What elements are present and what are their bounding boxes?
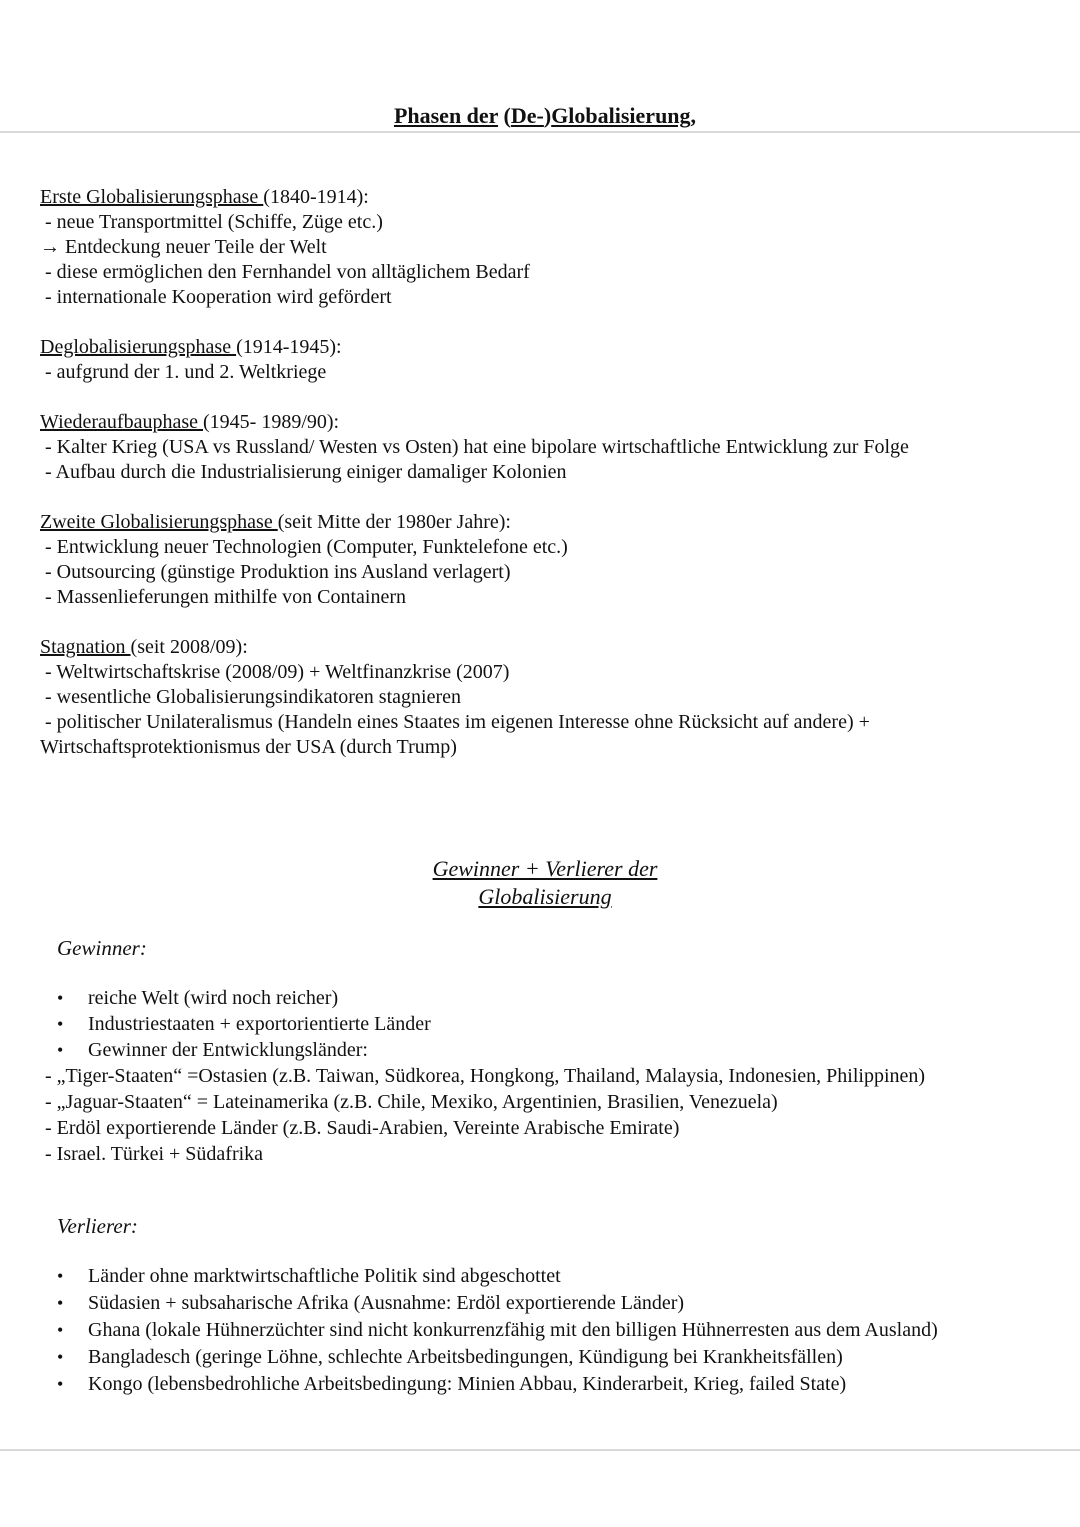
section-item: - aufgrund der 1. und 2. Weltkriege [40,361,327,383]
section-heading [40,410,1050,435]
subtitle-line-2: Globalisierung [478,884,612,909]
list-item: • reiche Welt (wird noch reicher) [40,985,1050,1011]
title-part: , [690,103,697,128]
section-heading [40,185,1050,210]
section-item: - wesentliche Globalisierungsindikatoren stagnieren [40,686,461,708]
section-item: - Massenlieferungen mithilfe von Containern [40,586,407,608]
page-boundary-line-bottom [0,1449,1080,1451]
section-heading-text: Wiederaufbauphase [40,411,203,433]
section-heading [40,510,1050,535]
dash-item: - Israel. Türkei + Südafrika [40,1143,264,1165]
section-heading-text: Stagnation [40,636,131,658]
section-wiederaufbauphase [40,410,1050,485]
section-heading-suffix: (seit 2008/09): [130,636,248,658]
winners-label: Gewinner: [57,936,147,960]
list-item: • Südasien + subsaharische Afrika (Ausnahme: Erdöl exportierende Länder) [40,1290,1050,1317]
section-heading-text: Deglobalisierungsphase [40,336,237,358]
section-stagnation [40,635,1050,760]
list-item: • Gewinner der Entwicklungsländer: [40,1037,1050,1063]
section-item: - diese ermöglichen den Fernhandel von alltäglichem Bedarf [40,261,530,283]
section-heading-suffix: (seit Mitte der 1980er Jahre): [277,511,511,533]
section-heading-suffix: (1914-1945): [236,336,342,358]
list-item: • Länder ohne marktwirtschaftliche Politik sind abgeschottet [40,1263,1050,1290]
section-item: - politischer Unilateralismus (Handeln eines Staates im eigenen Interesse ohne Rücksicht auf andere) + [40,711,870,733]
section-item: Wirtschaftsprotektionismus der USA (durch Trump) [40,736,457,758]
section-deglobalisierungsphase [40,335,1050,385]
section-erste-globalisierungsphase [40,185,1050,310]
winners-dash-items [40,1063,1050,1167]
section-heading-text: Erste Globalisierungsphase [40,186,264,208]
list-item: • Industriestaaten + exportorientierte Länder [40,1011,1050,1037]
section-item: - Outsourcing (günstige Produktion ins Ausland verlagert) [40,561,511,583]
section-heading-suffix: (1945- 1989/90): [203,411,340,433]
section-item: - neue Transportmittel (Schiffe, Züge etc.) [40,211,383,233]
list-item: • Kongo (lebensbedrohliche Arbeitsbedingung: Minien Abbau, Kinderarbeit, Krieg, failed State) [40,1371,1050,1398]
document-content [40,0,1050,1398]
section-item: - Kalter Krieg (USA vs Russland/ Westen vs Osten) hat eine bipolare wirtschaftliche Entwicklung zur Folge [40,436,909,458]
section-item: - Entwicklung neuer Technologien (Computer, Funktelefone etc.) [40,536,568,558]
list-item: • Ghana (lokale Hühnerzüchter sind nicht konkurrenzfähig mit den billigen Hühnerresten aus dem Ausland) [40,1317,1050,1344]
section-heading-suffix: (1840-1914): [263,186,369,208]
section-heading [40,335,1050,360]
section-zweite-globalisierungsphase [40,510,1050,610]
section-item: - Weltwirtschaftskrise (2008/09) + Weltfinanzkrise (2007) [40,661,510,683]
title-part: ( [498,103,511,128]
section-item: → Entdeckung neuer Teile der Welt [40,236,327,258]
page-title [40,103,1050,129]
title-part: Globalisierung [551,103,691,128]
section-item: - internationale Kooperation wird gefördert [40,286,392,308]
title-part: ) [543,103,552,128]
section-heading-text: Zweite Globalisierungsphase [40,511,278,533]
subtitle-line-1: Gewinner + Verlierer der [432,856,658,881]
title-part: De- [510,103,544,128]
losers-label: Verlierer: [57,1214,138,1238]
section-heading [40,635,1050,660]
dash-item: - Erdöl exportierende Länder (z.B. Saudi-Arabien, Vereinte Arabische Emirate) [40,1117,680,1139]
section-item: - Aufbau durch die Industrialisierung einiger damaliger Kolonien [40,461,567,483]
title-part: Phasen der [393,103,499,128]
dash-item: - „Jaguar-Staaten“ = Lateinamerika (z.B. Chile, Mexiko, Argentinien, Brasilien, Venezuela) [40,1091,778,1113]
winners-list [40,985,1050,1063]
list-item: • Bangladesch (geringe Löhne, schlechte Arbeitsbedingungen, Kündigung bei Krankheitsfällen) [40,1344,1050,1371]
dash-item: - „Tiger-Staaten“ =Ostasien (z.B. Taiwan, Südkorea, Hongkong, Thailand, Malaysia, Indonesien, Philippinen) [40,1065,926,1087]
losers-list [40,1263,1050,1398]
subtitle [40,855,1050,911]
